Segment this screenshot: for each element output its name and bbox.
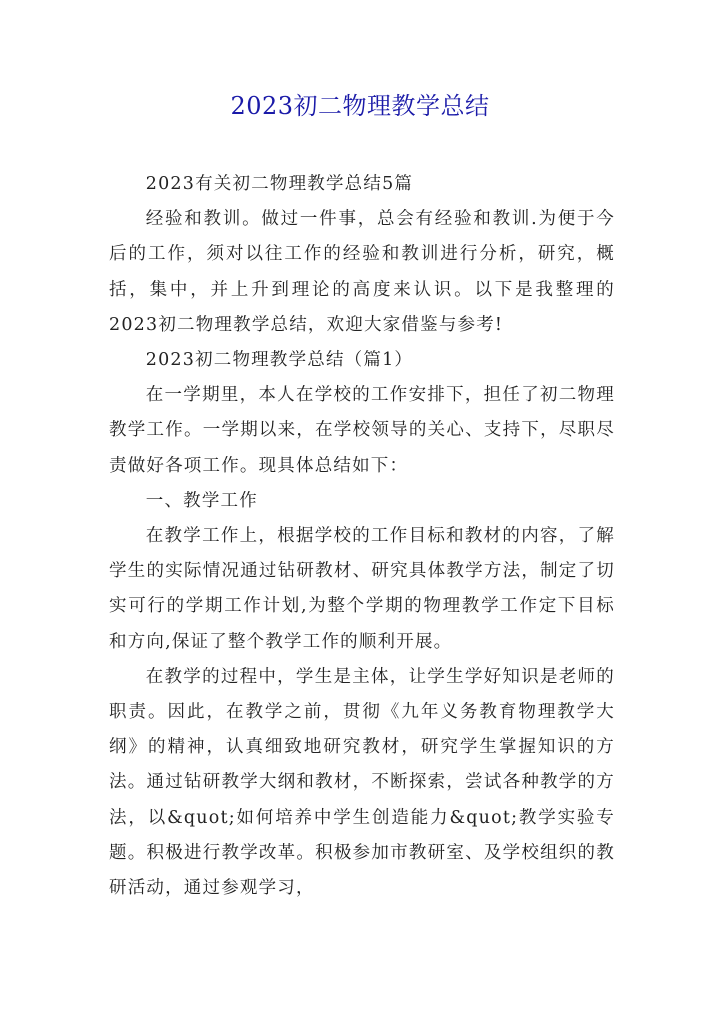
body-paragraph: 在一学期里，本人在学校的工作安排下，担任了初二物理教学工作。一学期以来，在学校领导的关心、支持下，尽职尽责做好各项工作。现具体总结如下： xyxy=(109,385,615,476)
intro-paragraph: 经验和教训。做过一件事，总会有经验和教训.为便于今后的工作，须对以往工作的经验和教训进行分析，研究，概括，集中，并上升到理论的高度来认识。以下是我整理的2023初二物理教学总结，欢迎大家借鉴与参考! xyxy=(109,209,615,335)
section-heading-teaching-work: 一、教学工作 xyxy=(145,490,258,511)
document-body xyxy=(109,167,615,906)
subtitle-paragraph: 2023有关初二物理教学总结5篇 xyxy=(145,174,414,194)
document-title: 2023初二物理教学总结 xyxy=(230,92,490,120)
body-paragraph: 在教学的过程中，学生是主体，让学生学好知识是老师的职责。因此，在教学之前，贯彻《九年义务教育物理教学大纲》的精神，认真细致地研究教材，研究学生掌握知识的方法。通过钻研教学大纲和教材，不断探索，尝试各种教学的方法，以&quot;如何培养中学生创造能力&quot;教学实验专题。积极进行教学改革。积极参加市教研室、及学校组织的教研活动，通过参观学习， xyxy=(109,666,615,899)
section-heading-part1: 2023初二物理教学总结（篇1） xyxy=(145,350,414,371)
body-paragraph: 在教学工作上，根据学校的工作目标和教材的内容，了解学生的实际情况通过钻研教材、研究具体教学方法，制定了切实可行的学期工作计划,为整个学期的物理教学工作定下目标和方向,保证了整个教学工作的顺利开展。 xyxy=(109,526,615,652)
